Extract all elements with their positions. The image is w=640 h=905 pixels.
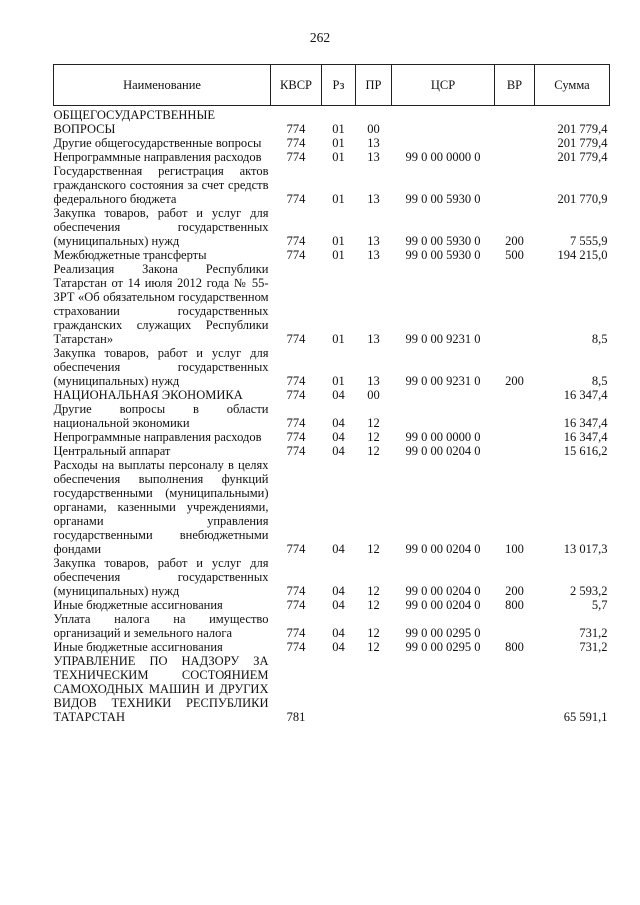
row-rz: 01	[332, 122, 345, 136]
column-header-rz: Рз	[322, 65, 356, 106]
row-pr	[356, 654, 392, 724]
row-pr: 13	[367, 374, 380, 388]
table-row	[54, 106, 610, 137]
row-csr: 99 0 00 0000 0	[405, 150, 481, 164]
row-sum: 7 555,9	[570, 234, 608, 248]
row-pr: 12	[367, 542, 380, 556]
row-kvsr: 774	[286, 136, 306, 150]
row-pr: 12	[367, 416, 380, 430]
row-sum: 8,5	[591, 374, 608, 388]
row-vr	[495, 164, 535, 206]
row-vr	[495, 430, 535, 444]
row-vr	[495, 388, 535, 402]
row-name: Закупка товаров, работ и услуг для обеспечения государственных (муниципальных) нужд	[53, 206, 269, 248]
row-sum: 201 779,4	[557, 136, 608, 150]
row-sum: 13 017,3	[563, 542, 608, 556]
row-pr: 13	[367, 150, 380, 164]
row-kvsr: 774	[286, 248, 306, 262]
row-pr: 00	[367, 388, 380, 402]
row-sum: 194 215,0	[557, 248, 608, 262]
row-csr: 99 0 00 0295 0	[405, 626, 481, 640]
row-vr: 100	[505, 542, 524, 556]
column-header-kvsr: КВСР	[271, 65, 322, 106]
row-pr: 13	[367, 234, 380, 248]
row-sum: 16 347,4	[563, 416, 608, 430]
column-header-pr: ПР	[356, 65, 392, 106]
table-row	[54, 430, 610, 444]
row-rz: 04	[332, 584, 345, 598]
row-vr: 200	[505, 584, 524, 598]
row-kvsr: 781	[286, 710, 306, 724]
row-name: Непрограммные направления расходов	[53, 430, 262, 444]
row-rz: 01	[332, 150, 345, 164]
row-rz: 04	[332, 388, 345, 402]
row-sum: 201 770,9	[557, 192, 608, 206]
table-row	[54, 248, 610, 262]
row-vr	[495, 150, 535, 164]
row-pr: 12	[367, 430, 380, 444]
row-csr: 99 0 00 0204 0	[405, 542, 481, 556]
row-name: Реализация Закона Республики Татарстан от 14 июля 2012 года № 55-ЗРТ «Об обязательном государственном страховании государственных гражданских служащих Республики Татарстан»	[53, 262, 269, 346]
row-rz: 01	[332, 136, 345, 150]
row-name: Государственная регистрация актов гражданского состояния за счет средств федерального бюджета	[53, 164, 269, 206]
row-kvsr: 774	[286, 332, 306, 346]
row-sum: 201 779,4	[557, 122, 608, 136]
row-rz: 01	[332, 248, 345, 262]
row-rz: 04	[332, 430, 345, 444]
row-name: Расходы на выплаты персоналу в целях обеспечения выполнения функций государственными (муниципальными) органами, казенными учреждениями, органами управления государственными внебюджетными фондами	[53, 458, 269, 556]
row-csr: 99 0 00 5930 0	[405, 234, 481, 248]
table-row	[54, 598, 610, 612]
row-sum: 16 347,4	[563, 388, 608, 402]
row-kvsr: 774	[286, 542, 306, 556]
row-csr	[392, 136, 495, 150]
row-kvsr: 774	[286, 584, 306, 598]
table-row	[54, 402, 610, 430]
table-row	[54, 654, 610, 724]
row-csr: 99 0 00 0000 0	[405, 430, 481, 444]
table-row	[54, 262, 610, 346]
table-row	[54, 556, 610, 598]
row-sum: 65 591,1	[563, 710, 608, 724]
row-vr: 800	[505, 640, 524, 654]
row-sum: 8,5	[591, 332, 608, 346]
row-pr: 13	[367, 332, 380, 346]
column-header-sum: Сумма	[535, 65, 610, 106]
row-vr: 800	[505, 598, 524, 612]
table-row	[54, 640, 610, 654]
row-name: Иные бюджетные ассигнования	[53, 640, 223, 654]
row-rz: 04	[332, 444, 345, 458]
row-name: Иные бюджетные ассигнования	[53, 598, 223, 612]
row-kvsr: 774	[286, 234, 306, 248]
row-pr: 12	[367, 640, 380, 654]
row-name: НАЦИОНАЛЬНАЯ ЭКОНОМИКА	[53, 388, 243, 402]
row-vr	[495, 262, 535, 346]
row-name: Другие общегосударственные вопросы	[53, 136, 262, 150]
table-row	[54, 164, 610, 206]
row-name: УПРАВЛЕНИЕ ПО НАДЗОРУ ЗА ТЕХНИЧЕСКИМ СОСТОЯНИЕМ САМОХОДНЫХ МАШИН И ДРУГИХ ВИДОВ ТЕХНИКИ РЕСПУБЛИКИ ТАТАРСТАН	[53, 654, 269, 724]
row-csr: 99 0 00 5930 0	[405, 248, 481, 262]
row-kvsr: 774	[286, 640, 306, 654]
row-kvsr: 774	[286, 416, 306, 430]
table-row	[54, 444, 610, 458]
row-name: ОБЩЕГОСУДАРСТВЕННЫЕ ВОПРОСЫ	[53, 108, 215, 136]
row-rz: 01	[332, 192, 345, 206]
row-vr	[495, 106, 535, 137]
column-header-csr: ЦСР	[392, 65, 495, 106]
budget-table	[53, 64, 610, 724]
row-csr: 99 0 00 0204 0	[405, 598, 481, 612]
row-pr: 00	[367, 122, 380, 136]
row-vr	[495, 444, 535, 458]
row-vr	[495, 136, 535, 150]
row-name: Непрограммные направления расходов	[53, 150, 262, 164]
row-rz: 04	[332, 640, 345, 654]
row-rz: 04	[332, 416, 345, 430]
row-pr: 13	[367, 136, 380, 150]
row-pr: 12	[367, 598, 380, 612]
row-kvsr: 774	[286, 388, 306, 402]
table-header-row	[54, 65, 610, 106]
row-vr: 200	[505, 374, 524, 388]
row-kvsr: 774	[286, 598, 306, 612]
row-pr: 13	[367, 192, 380, 206]
row-pr: 12	[367, 444, 380, 458]
row-csr	[392, 106, 495, 137]
row-name: Центральный аппарат	[53, 444, 171, 458]
column-header-vr: ВР	[495, 65, 535, 106]
row-rz: 01	[332, 234, 345, 248]
row-csr	[392, 402, 495, 430]
row-name: Закупка товаров, работ и услуг для обеспечения государственных (муниципальных) нужд	[53, 556, 269, 598]
row-vr: 200	[505, 234, 524, 248]
row-kvsr: 774	[286, 626, 306, 640]
row-name: Закупка товаров, работ и услуг для обеспечения государственных (муниципальных) нужд	[53, 346, 269, 388]
row-kvsr: 774	[286, 430, 306, 444]
row-csr: 99 0 00 0295 0	[405, 640, 481, 654]
table-row	[54, 206, 610, 248]
row-vr: 500	[505, 248, 524, 262]
row-csr: 99 0 00 0204 0	[405, 584, 481, 598]
row-sum: 16 347,4	[563, 430, 608, 444]
row-kvsr: 774	[286, 192, 306, 206]
table-row	[54, 150, 610, 164]
row-csr	[392, 388, 495, 402]
row-pr: 13	[367, 248, 380, 262]
column-header-name: Наименование	[54, 65, 271, 106]
table-row	[54, 388, 610, 402]
page-number: 262	[309, 30, 331, 45]
row-csr	[392, 654, 495, 724]
row-sum: 15 616,2	[563, 444, 608, 458]
table-row	[54, 612, 610, 640]
row-sum: 2 593,2	[570, 584, 608, 598]
row-vr	[495, 612, 535, 640]
row-csr: 99 0 00 5930 0	[405, 192, 481, 206]
row-name: Другие вопросы в области национальной экономики	[53, 402, 269, 430]
row-pr: 12	[367, 626, 380, 640]
row-rz: 01	[332, 332, 345, 346]
row-rz: 04	[332, 598, 345, 612]
row-vr	[495, 654, 535, 724]
row-rz: 04	[332, 542, 345, 556]
row-sum: 5,7	[591, 598, 608, 612]
row-kvsr: 774	[286, 374, 306, 388]
table-row	[54, 458, 610, 556]
row-sum: 731,2	[579, 626, 608, 640]
table-row	[54, 346, 610, 388]
row-kvsr: 774	[286, 122, 306, 136]
table-row	[54, 136, 610, 150]
row-csr: 99 0 00 9231 0	[405, 332, 481, 346]
row-rz: 04	[332, 626, 345, 640]
row-kvsr: 774	[286, 444, 306, 458]
row-csr: 99 0 00 0204 0	[405, 444, 481, 458]
row-sum: 201 779,4	[557, 150, 608, 164]
row-sum: 731,2	[579, 640, 608, 654]
row-kvsr: 774	[286, 150, 306, 164]
row-name: Межбюджетные трансферты	[53, 248, 207, 262]
row-vr	[495, 402, 535, 430]
row-name: Уплата налога на имущество организаций и земельного налога	[53, 612, 269, 640]
row-rz: 01	[332, 374, 345, 388]
table-body	[54, 106, 610, 725]
row-csr: 99 0 00 9231 0	[405, 374, 481, 388]
row-rz	[322, 654, 356, 724]
row-pr: 12	[367, 584, 380, 598]
